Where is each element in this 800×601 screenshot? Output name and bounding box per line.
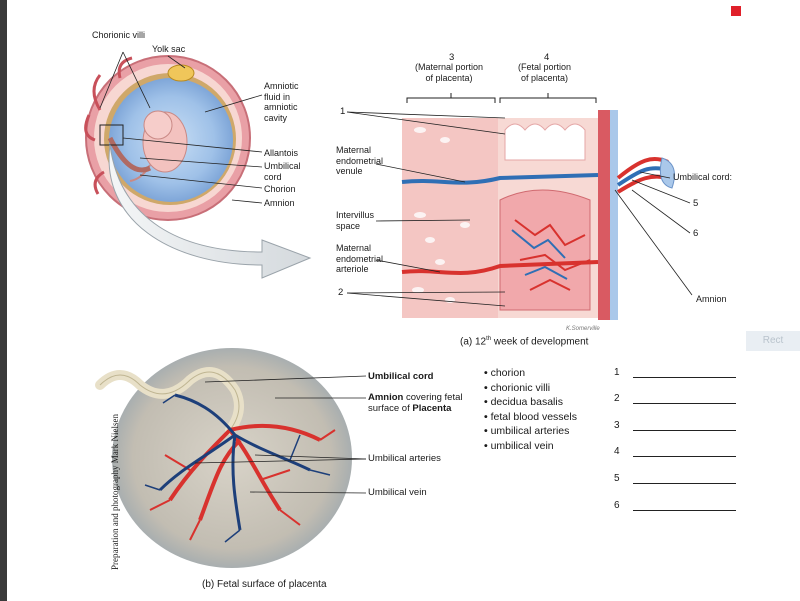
label-amniotic-fluid: Amniotic fluid in amniotic cavity	[264, 81, 299, 123]
label-maternal-arteriole: Maternal endometrial arteriole	[336, 243, 384, 274]
embryo-sac-drawing	[86, 56, 250, 220]
word-bank-item: • umbilical vein	[484, 439, 577, 454]
answer-blank[interactable]	[633, 510, 736, 511]
answer-number: 6	[614, 500, 620, 511]
answer-number: 3	[614, 420, 620, 431]
label-amnion-left: Amnion	[264, 198, 295, 208]
number-3: 3	[449, 52, 455, 63]
caption-b: (b) Fetal surface of placenta	[202, 579, 327, 590]
number-5: 5	[693, 198, 699, 209]
number-4: 4	[544, 52, 550, 63]
number-1: 1	[340, 106, 346, 117]
label-umbilical-cord-left: Umbilical cord	[264, 161, 301, 182]
photo-credit: Preparation and photography Mark Nielsen	[110, 414, 120, 570]
label-umbilical-cord-b: Umbilical cord	[368, 371, 434, 382]
word-bank-item: • fetal blood vessels	[484, 410, 577, 425]
label-chorion: Chorion	[264, 184, 296, 194]
label-amnion-covering: Amnion covering fetal surface of Placenta	[368, 392, 463, 414]
answer-number: 5	[614, 473, 620, 484]
placenta-section-drawing	[402, 93, 674, 320]
answer-blank[interactable]	[633, 456, 736, 457]
label-fetal-portion: (Fetal portion of placenta)	[518, 62, 572, 83]
label-umbilical-cord-right: Umbilical cord:	[673, 172, 733, 182]
answer-blank[interactable]	[633, 430, 736, 431]
label-umbilical-arteries: Umbilical arteries	[368, 453, 441, 464]
answer-blank[interactable]	[633, 403, 736, 404]
answer-blank[interactable]	[633, 483, 736, 484]
label-amnion-right: Amnion	[696, 294, 727, 304]
answer-number: 1	[614, 367, 620, 378]
label-chorionic-villi: Chorionic villi	[92, 30, 146, 40]
answer-number: 4	[614, 446, 620, 457]
label-maternal-venule: Maternal endometrial venule	[336, 145, 384, 176]
word-bank	[484, 366, 577, 454]
artist-signature: K.Somerville	[566, 326, 600, 332]
label-umbilical-vein: Umbilical vein	[368, 487, 427, 498]
label-intervillus-space: Intervillus space	[336, 210, 375, 231]
label-maternal-portion: (Maternal portion of placenta)	[415, 62, 484, 83]
rect-tool-label[interactable]: Rect	[746, 331, 800, 351]
word-bank-item: • chorion	[484, 366, 577, 381]
number-2: 2	[338, 287, 344, 298]
answer-number: 2	[614, 393, 620, 404]
label-yolk-sac: Yolk sac	[152, 44, 186, 54]
answer-blank[interactable]	[633, 377, 736, 378]
caption-a: (a) 12th week of development	[460, 336, 589, 348]
label-allantois: Allantois	[264, 148, 299, 158]
word-bank-item: • decidua basalis	[484, 395, 577, 410]
word-bank-item: • umbilical arteries	[484, 424, 577, 439]
number-6: 6	[693, 228, 699, 239]
word-bank-item: • chorionic villi	[484, 381, 577, 396]
